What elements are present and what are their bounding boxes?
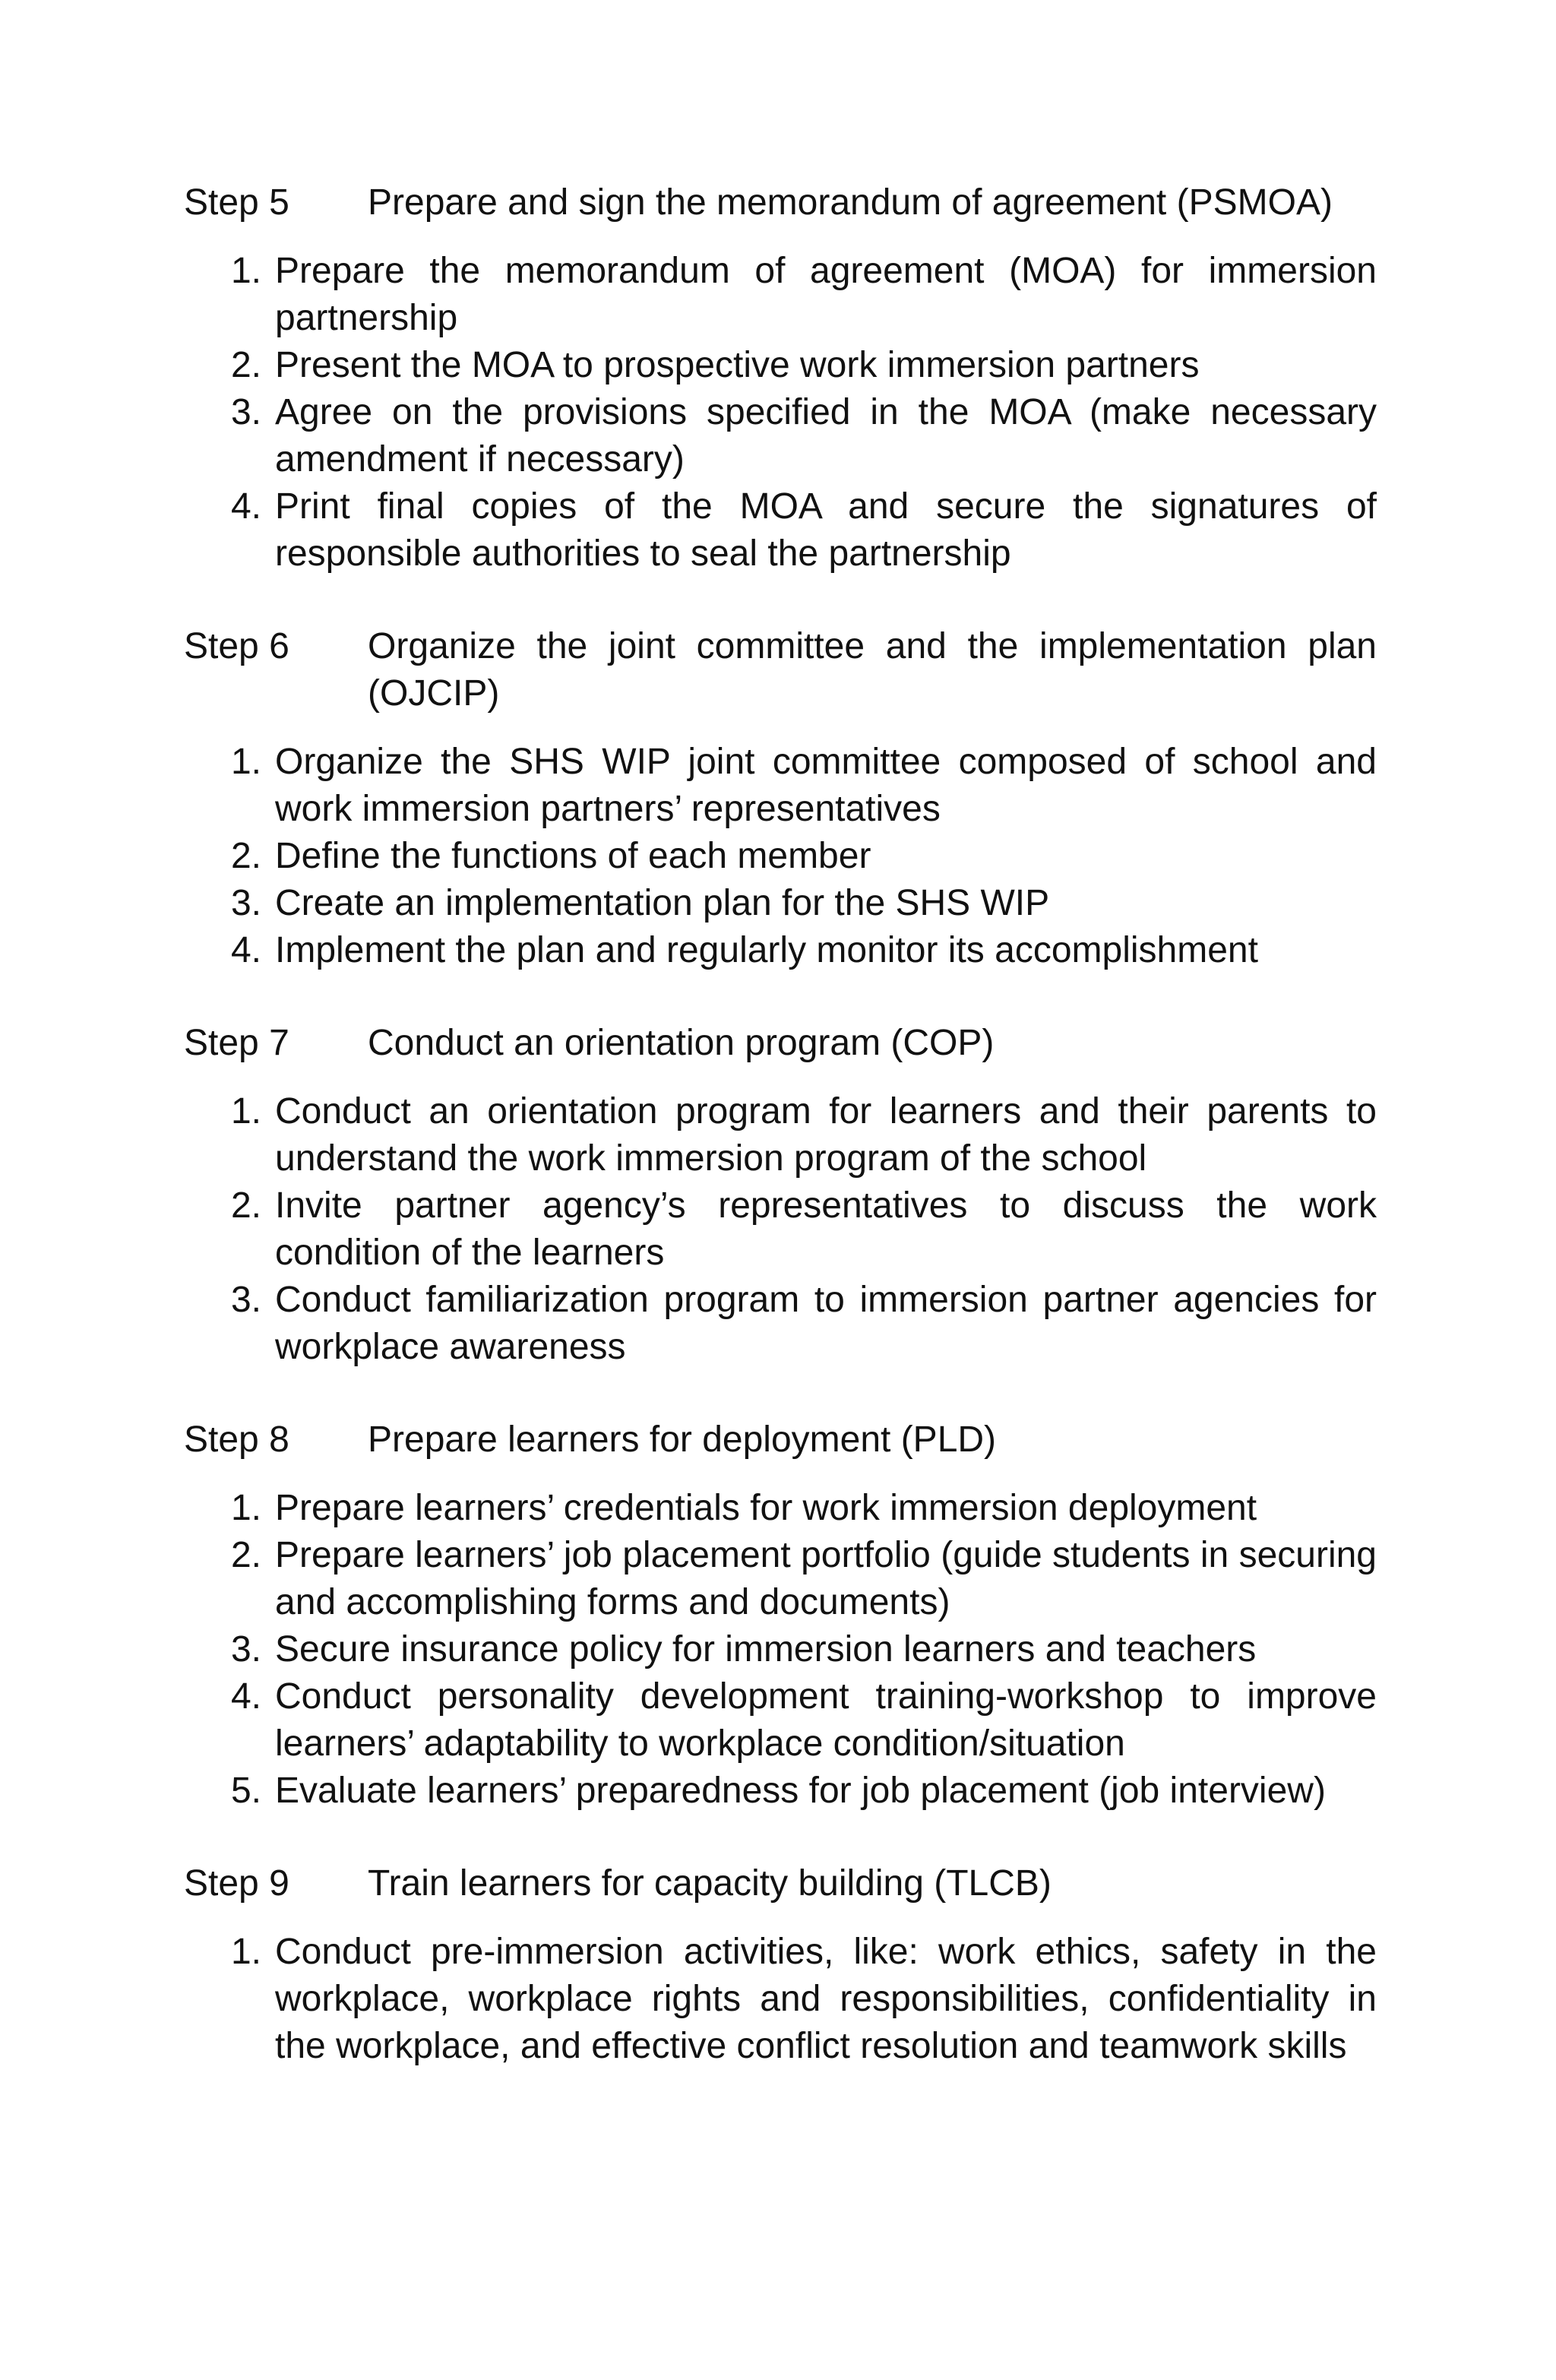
item-number: 3. [230, 883, 261, 923]
item-number: 2. [230, 1535, 261, 1575]
item-text: Conduct pre-immersion activities, like: work ethics, safety in the workplace, workplace rights and responsibilities, confidentiality in the workplace, and effective conflict resolution and teamwork skills [275, 1932, 1377, 2066]
step-label: Step 9 [184, 1863, 289, 1904]
step-heading [184, 179, 1377, 226]
item-number: 3. [230, 1280, 261, 1320]
item-number: 1. [230, 742, 261, 782]
item-text: Conduct familiarization program to immersion partner agencies for workplace awareness [275, 1280, 1377, 1367]
step-title: Conduct an orientation program (COP) [368, 1023, 995, 1063]
list-item [184, 833, 1377, 880]
list-item [184, 483, 1377, 578]
step-item-list [184, 1088, 1377, 1371]
step-heading [184, 623, 1377, 717]
list-item [184, 1277, 1377, 1371]
step-label: Step 7 [184, 1023, 289, 1063]
step-title: Prepare learners for deployment (PLD) [368, 1419, 997, 1460]
item-text: Implement the plan and regularly monitor its accomplishment [275, 930, 1258, 970]
item-text: Organize the SHS WIP joint committee composed of school and work immersion partners’ representatives [275, 742, 1377, 829]
item-text: Present the MOA to prospective work immersion partners [275, 345, 1200, 385]
step-6-section [184, 623, 1377, 974]
item-text: Define the functions of each member [275, 836, 871, 876]
item-number: 1. [230, 1488, 261, 1528]
step-title: Organize the joint committee and the implementation plan (OJCIP) [368, 626, 1377, 714]
step-heading [184, 1416, 1377, 1464]
list-item [184, 1626, 1377, 1673]
step-heading [184, 1020, 1377, 1067]
step-label: Step 5 [184, 182, 289, 223]
step-heading [184, 1860, 1377, 1907]
list-item [184, 739, 1377, 833]
list-item [184, 342, 1377, 389]
step-title: Train learners for capacity building (TLCB) [368, 1863, 1052, 1904]
step-item-list [184, 1485, 1377, 1815]
item-number: 4. [230, 1676, 261, 1717]
item-number: 2. [230, 1185, 261, 1226]
step-item-list [184, 739, 1377, 974]
item-number: 3. [230, 392, 261, 432]
document-body [184, 179, 1377, 2116]
step-item-list [184, 248, 1377, 578]
list-item [184, 1182, 1377, 1277]
item-number: 4. [230, 486, 261, 527]
step-label: Step 6 [184, 626, 289, 666]
item-number: 1. [230, 1932, 261, 1972]
item-text: Prepare learners’ job placement portfolio (guide students in securing and accomplishing forms and documents) [275, 1535, 1377, 1622]
list-item [184, 927, 1377, 974]
item-text: Print final copies of the MOA and secure the signatures of responsible authorities to seal the partnership [275, 486, 1377, 574]
item-number: 1. [230, 1091, 261, 1131]
item-number: 1. [230, 251, 261, 291]
step-5-section [184, 179, 1377, 578]
item-number: 2. [230, 345, 261, 385]
list-item [184, 389, 1377, 483]
step-9-section [184, 1860, 1377, 2070]
item-text: Conduct personality development training-workshop to improve learners’ adaptability to workplace condition/situation [275, 1676, 1377, 1764]
list-item [184, 880, 1377, 927]
item-number: 3. [230, 1629, 261, 1669]
step-title: Prepare and sign the memorandum of agreement (PSMOA) [368, 182, 1333, 223]
list-item [184, 1485, 1377, 1532]
item-text: Prepare learners’ credentials for work immersion deployment [275, 1488, 1257, 1528]
step-8-section [184, 1416, 1377, 1815]
item-number: 5. [230, 1771, 261, 1811]
list-item [184, 248, 1377, 342]
item-text: Agree on the provisions specified in the MOA (make necessary amendment if necessary) [275, 392, 1377, 479]
step-7-section [184, 1020, 1377, 1371]
step-item-list [184, 1929, 1377, 2070]
list-item [184, 1532, 1377, 1626]
item-text: Evaluate learners’ preparedness for job placement (job interview) [275, 1771, 1326, 1811]
item-number: 4. [230, 930, 261, 970]
list-item [184, 1929, 1377, 2070]
item-number: 2. [230, 836, 261, 876]
item-text: Secure insurance policy for immersion learners and teachers [275, 1629, 1257, 1669]
step-label: Step 8 [184, 1419, 289, 1460]
item-text: Create an implementation plan for the SHS WIP [275, 883, 1050, 923]
list-item [184, 1088, 1377, 1182]
list-item [184, 1673, 1377, 1768]
item-text: Conduct an orientation program for learners and their parents to understand the work immersion program of the school [275, 1091, 1377, 1179]
list-item [184, 1768, 1377, 1815]
item-text: Invite partner agency’s representatives to discuss the work condition of the learners [275, 1185, 1377, 1273]
item-text: Prepare the memorandum of agreement (MOA) for immersion partnership [275, 251, 1377, 338]
